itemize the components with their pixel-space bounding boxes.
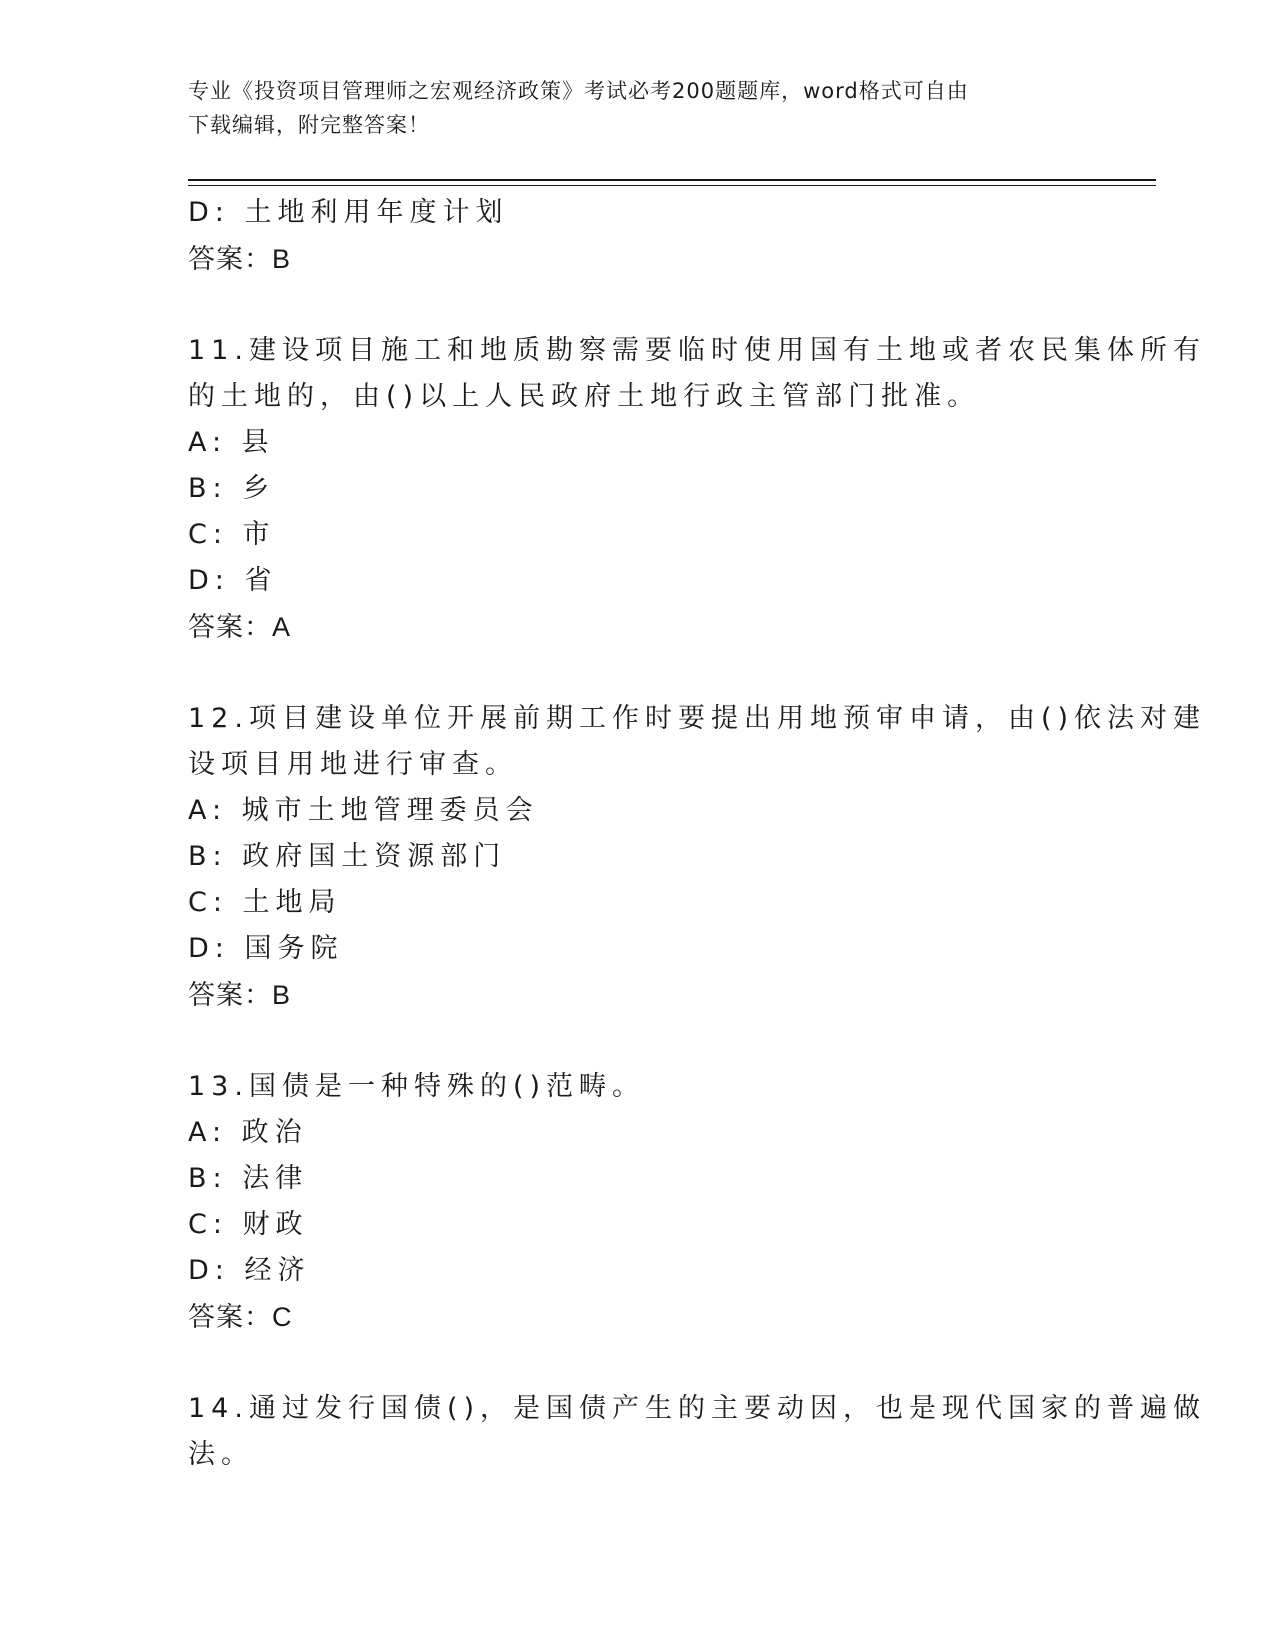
- question-stem-line: 设项目用地进行审查。: [188, 749, 518, 780]
- previous-question-tail: [188, 190, 1088, 282]
- option-b: B: 政府国土资源部门: [188, 841, 507, 872]
- question-stem-line: 13.国债是一种特殊的()范畴。: [188, 1071, 646, 1102]
- question-stem-line: 12.项目建设单位开展前期工作时要提出用地预审申请，由()依法对建: [188, 703, 1207, 734]
- option-b: B: 法律: [188, 1163, 309, 1194]
- answer-line: 答案：B: [188, 244, 292, 274]
- question-11: [188, 328, 1206, 650]
- answer-line: 答案：A: [188, 612, 292, 642]
- header-line-2: 下载编辑，附完整答案！: [188, 113, 430, 137]
- header-divider-thick: [188, 179, 1156, 181]
- option-d: D: 土地利用年度计划: [188, 197, 509, 228]
- answer-line: 答案：C: [188, 1302, 293, 1332]
- option-b: B: 乡: [188, 473, 276, 504]
- option-c: C: 土地局: [188, 887, 342, 918]
- option-d: D: 省: [188, 565, 278, 596]
- question-stem-line: 法。: [188, 1439, 254, 1470]
- question-stem-line: 11.建设项目施工和地质勘察需要临时使用国有土地或者农民集体所有: [188, 335, 1206, 366]
- header-line-1: 专业《投资项目管理师之宏观经济政策》考试必考200题题库，word格式可自由: [188, 79, 969, 103]
- question-12: [188, 696, 1207, 1018]
- question-stem-line: 14.通过发行国债()，是国债产生的主要动因，也是现代国家的普遍做: [188, 1393, 1207, 1424]
- option-d: D: 国务院: [188, 933, 344, 964]
- document-header: [188, 74, 1068, 142]
- question-13: [188, 1064, 1088, 1340]
- option-a: A: 县: [188, 427, 275, 458]
- question-stem-line: 的土地的，由()以上人民政府土地行政主管部门批准。: [188, 381, 981, 412]
- option-a: A: 政治: [188, 1117, 308, 1148]
- option-a: A: 城市土地管理委员会: [188, 795, 539, 826]
- option-c: C: 市: [188, 519, 276, 550]
- answer-line: 答案：B: [188, 980, 292, 1010]
- question-14: [188, 1386, 1207, 1478]
- option-d: D: 经济: [188, 1255, 311, 1286]
- question-list: [188, 190, 1207, 1478]
- option-c: C: 财政: [188, 1209, 309, 1240]
- header-divider-thin: [188, 185, 1156, 186]
